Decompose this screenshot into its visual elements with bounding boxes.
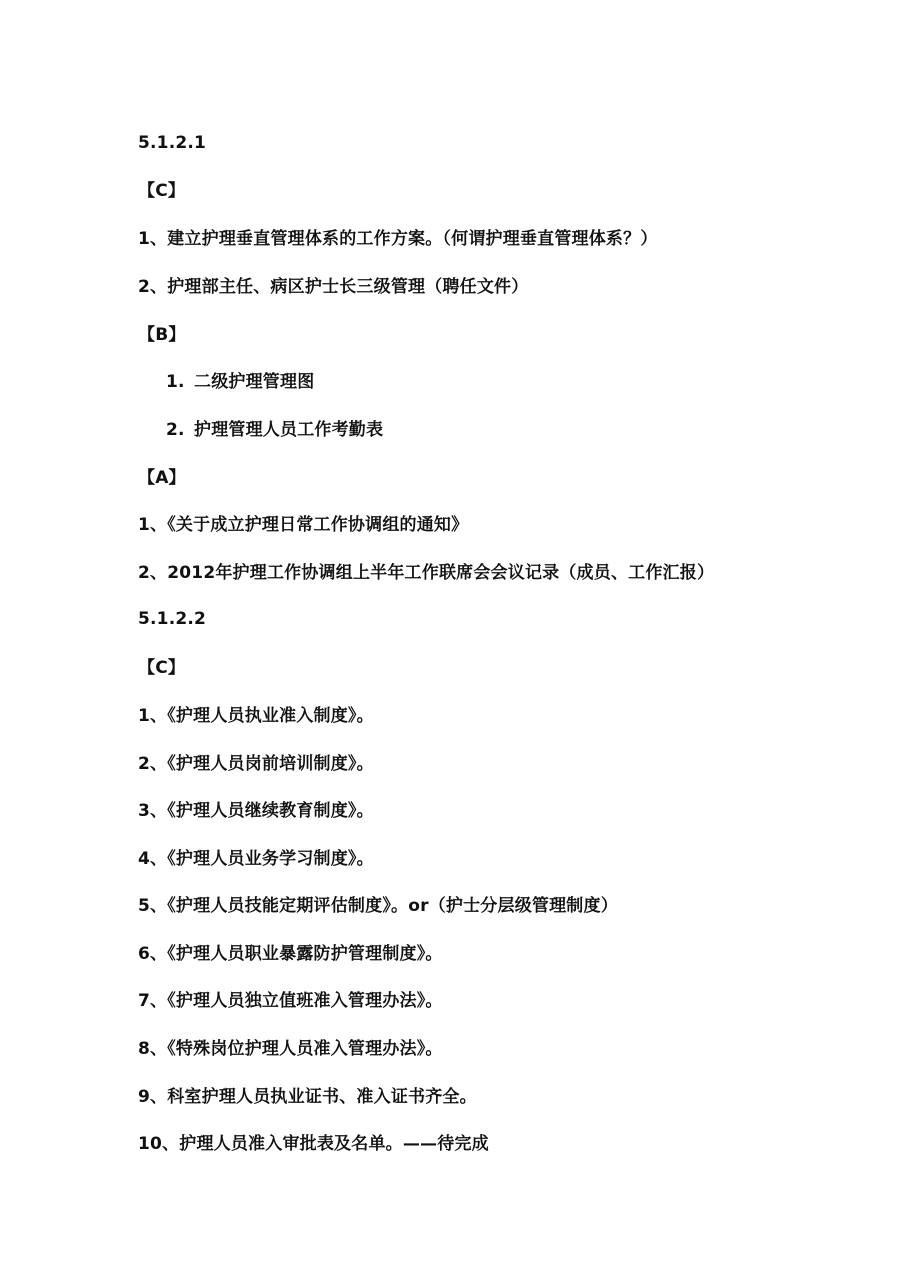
list-item: 9、科室护理人员执业证书、准入证书齐全。: [138, 1087, 477, 1107]
grade-label-c: 【C】: [138, 658, 186, 678]
list-item: 4、《护理人员业务学习制度》。: [138, 849, 374, 869]
list-item: 6、《护理人员职业暴露防护管理制度》。: [138, 944, 443, 964]
list-item: 10、护理人员准入审批表及名单。——待完成: [138, 1134, 489, 1154]
list-item-text: 二级护理管理图: [194, 372, 315, 392]
grade-label-a: 【A】: [138, 468, 186, 488]
list-item: 2、2012年护理工作协调组上半年工作联席会会议记录（成员、工作汇报）: [138, 563, 715, 583]
list-item: 5、《护理人员技能定期评估制度》。or（护士分层级管理制度）: [138, 896, 618, 916]
numbered-list-item: [166, 419, 383, 441]
section-heading-5-1-2-2: 5.1.2.2: [138, 609, 207, 629]
list-number: 2.: [166, 420, 185, 440]
list-number: 1.: [166, 372, 185, 392]
grade-label-b: 【B】: [138, 325, 186, 345]
list-item: 7、《护理人员独立值班准入管理办法》。: [138, 991, 443, 1011]
numbered-list-item: [166, 371, 314, 393]
list-item: 2、《护理人员岗前培训制度》。: [138, 754, 374, 774]
list-item: 1、《护理人员执业准入制度》。: [138, 706, 374, 726]
list-item: 1、建立护理垂直管理体系的工作方案。（何谓护理垂直管理体系？）: [138, 229, 658, 249]
list-item: 8、《特殊岗位护理人员准入管理办法》。: [138, 1039, 443, 1059]
grade-label-c: 【C】: [138, 181, 186, 201]
list-item: 2、护理部主任、病区护士长三级管理（聘任文件）: [138, 277, 529, 297]
list-item: 3、《护理人员继续教育制度》。: [138, 801, 374, 821]
list-item: 1、《关于成立护理日常工作协调组的通知》: [138, 515, 469, 535]
section-heading-5-1-2-1: 5.1.2.1: [138, 133, 207, 153]
list-item-text: 护理管理人员工作考勤表: [194, 420, 384, 440]
